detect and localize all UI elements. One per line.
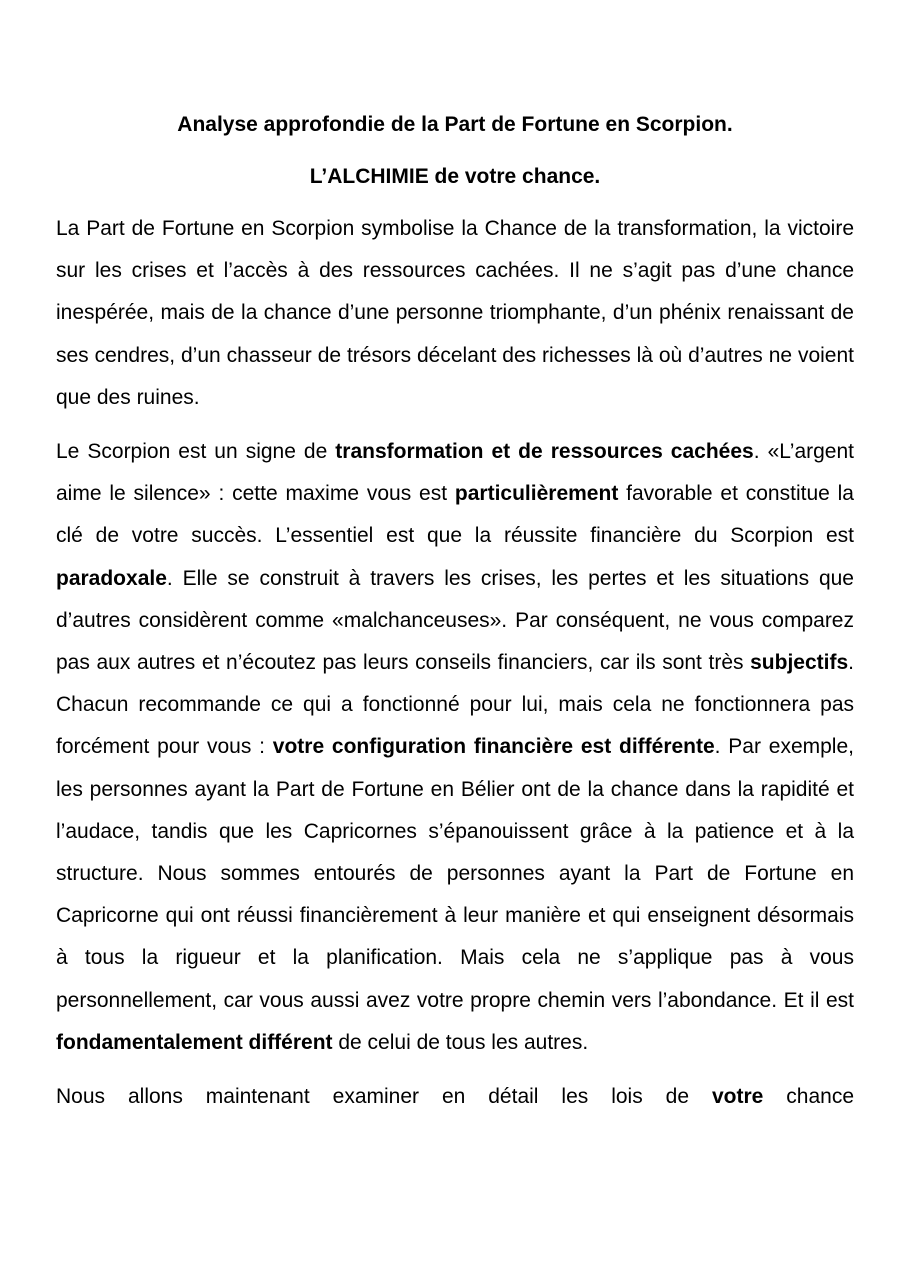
document-subtitle: L’ALCHIMIE de votre chance. xyxy=(309,165,601,188)
paragraph-intro xyxy=(56,208,854,419)
paragraph-laws-of-luck xyxy=(56,1076,854,1118)
text-segment: . Chacun recommande ce qui a fonctionné pour lui, mais cela ne fonctionnera pas forcément pour vous : xyxy=(56,651,854,759)
text-segment: favorable et constitue la clé de votre succès. L’essentiel est que la réussite financière du Scorpion est xyxy=(56,482,854,548)
bold-segment: votre configuration financière est différente xyxy=(272,735,715,759)
text-segment: La Part de Fortune en Scorpion symbolise la Chance de la transformation, la victoire sur les crises et l’accès à des ressources cachées. Il ne s’agit pas d’une chance inespérée, mais de la chance d’une personne triomphante, d’un phénix renaissant de ses cendres, d’un chasseur de trésors décelant des richesses là où d’autres ne voient que des ruines. xyxy=(56,217,854,409)
text-segment: . «L’argent aime le silence» : cette maxime vous est xyxy=(56,440,854,506)
bold-segment: transformation et de ressources cachées xyxy=(335,440,754,464)
bold-segment: particulièrement xyxy=(454,482,619,506)
bold-segment: votre xyxy=(711,1085,764,1109)
paragraph-scorpio-finance xyxy=(56,431,854,1064)
text-segment: Nous allons maintenant examiner en détail les lois de xyxy=(56,1085,712,1109)
text-segment: de celui de tous les autres. xyxy=(332,1030,589,1054)
document-page xyxy=(56,104,854,1118)
bold-segment: fondamentalement différent xyxy=(56,1030,333,1054)
bold-segment: paradoxale xyxy=(56,566,167,590)
text-segment: . Elle se construit à travers les crises, les pertes et les situations que d’autres considèrent comme «malchanceuses». Par conséquent, ne vous comparez pas aux autres et n’écoutez pas leurs conseils financiers, car ils sont très xyxy=(56,566,854,675)
text-segment: . Par exemple, les personnes ayant la Part de Fortune en Bélier ont de la chance dans la rapidité et l’audace, tandis que les Capricornes s’épanouissent grâce à la patience et à la structure. Nous sommes entourés de personnes ayant la Part de Fortune en Capricorne qui ont réussi financièrement à leur manière et qui enseignent désormais à tous la rigueur et la planification. Mais cela ne s’applique pas à vous personnellement, car vous aussi avez votre propre chemin vers l’abondance. Et il est xyxy=(56,735,854,1012)
text-segment: chance xyxy=(763,1085,854,1109)
text-segment: Le Scorpion est un signe de xyxy=(56,440,336,464)
bold-segment: subjectifs xyxy=(750,651,849,675)
document-title: Analyse approfondie de la Part de Fortune en Scorpion. xyxy=(177,113,733,136)
